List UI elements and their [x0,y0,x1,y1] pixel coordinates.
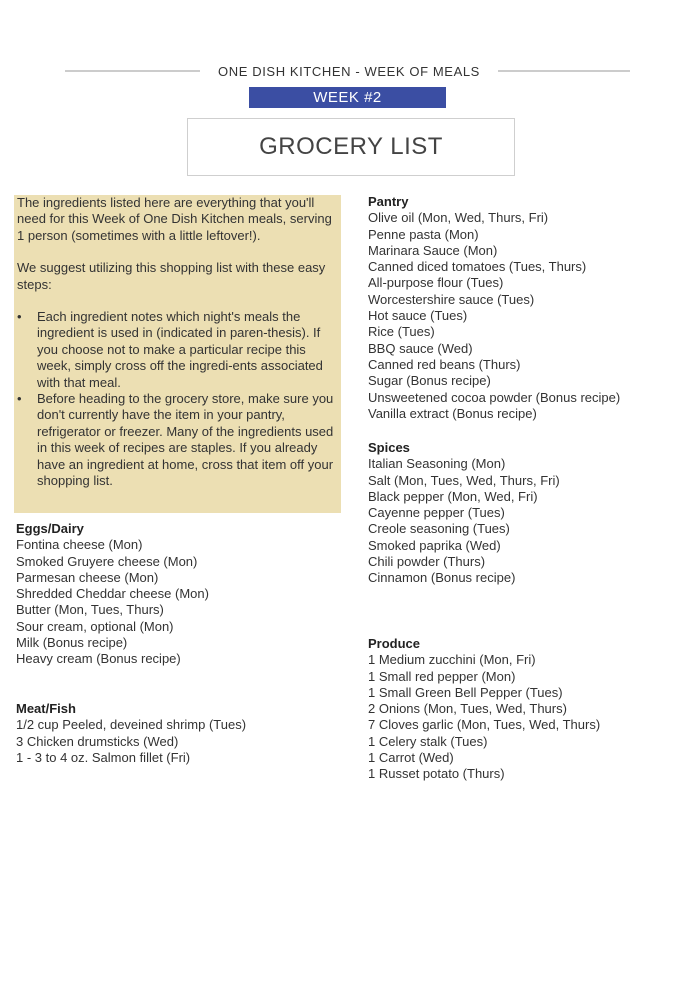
list-item: All-purpose flour (Tues) [368,275,504,291]
list-item: 1 Russet potato (Thurs) [368,766,505,782]
list-item: Vanilla extract (Bonus recipe) [368,405,537,421]
brand-title: ONE DISH KITCHEN - WEEK OF MEALS [218,64,480,79]
list-item: Unsweetened cocoa powder (Bonus recipe) [368,389,621,405]
list-item: BBQ sauce (Wed) [368,340,473,356]
intro-steps [17,309,335,489]
list-item: Parmesan cheese (Mon) [16,569,159,585]
spices-section [368,440,560,587]
section-heading: Meat/Fish [16,701,76,716]
eggs-dairy-section [16,521,209,668]
list-item: Penne pasta (Mon) [368,226,479,242]
intro-step: • Each ingredient notes which night's meals the ingredient is used in (indicated in paren-thesis). If you choose not to make a particular recipe this week, simply cross off the ingredi-ents associated with that meal. [17,309,335,391]
list-item: Smoked paprika (Wed) [368,537,501,553]
intro-paragraph: The ingredients listed here are everything that you'll need for this Week of One Dish Kitchen meals, serving 1 person (sometimes with a little leftover!). [17,195,332,243]
list-item: Canned red beans (Thurs) [368,356,521,372]
list-item: 7 Cloves garlic (Mon, Tues, Wed, Thurs) [368,717,601,733]
intro-note [14,195,341,513]
list-item: 1 - 3 to 4 oz. Salmon fillet (Fri) [16,749,191,765]
list-item: Chili powder (Thurs) [368,554,486,570]
list-item: 1 Medium zucchini (Mon, Fri) [368,652,536,668]
list-item: Butter (Mon, Tues, Thurs) [16,602,164,618]
list-item: Heavy cream (Bonus recipe) [16,651,181,667]
week-badge: WEEK #2 [249,87,446,108]
list-item: Cayenne pepper (Tues) [368,505,505,521]
list-item: Creole seasoning (Tues) [368,521,510,537]
list-item: 1 Carrot (Wed) [368,750,454,766]
page-title-box [187,118,515,176]
list-item: Salt (Mon, Tues, Wed, Thurs, Fri) [368,472,560,488]
list-item: Rice (Tues) [368,324,435,340]
list-item: Cinnamon (Bonus recipe) [368,570,516,586]
list-item: 3 Chicken drumsticks (Wed) [16,733,179,749]
list-item: Olive oil (Mon, Wed, Thurs, Fri) [368,210,549,226]
section-heading: Eggs/Dairy [16,521,84,536]
produce-section [368,636,600,783]
list-item: Fontina cheese (Mon) [16,537,143,553]
list-item: 1 Celery stalk (Tues) [368,733,488,749]
list-item: 1 Small red pepper (Mon) [368,668,516,684]
list-item: Sugar (Bonus recipe) [368,373,491,389]
intro-step: • Before heading to the grocery store, make sure you don't currently have the item in your pantry, refrigerator or freezer. Many of the ingredients used in this week of recipes are staples. If you already have an ingredient at home, cross that item off your shopping list. [17,391,335,489]
list-item: Italian Seasoning (Mon) [368,456,506,472]
list-item: Canned diced tomatoes (Tues, Thurs) [368,259,587,275]
section-heading: Pantry [368,194,409,209]
page-title: GROCERY LIST [259,133,443,160]
header-rule-left [65,70,200,72]
pantry-section [368,194,620,422]
meat-fish-section [16,701,246,766]
header-rule-right [498,70,630,72]
list-item: Worcestershire sauce (Tues) [368,291,535,307]
list-item: 1 Small Green Bell Pepper (Tues) [368,684,563,700]
list-item: Milk (Bonus recipe) [16,635,128,651]
list-item: 1/2 cup Peeled, deveined shrimp (Tues) [16,717,247,733]
list-item: 2 Onions (Mon, Tues, Wed, Thurs) [368,701,567,717]
list-item: Black pepper (Mon, Wed, Fri) [368,488,538,504]
list-item: Marinara Sauce (Mon) [368,242,498,258]
list-item: Smoked Gruyere cheese (Mon) [16,553,198,569]
list-item: Sour cream, optional (Mon) [16,618,174,634]
list-item: Shredded Cheddar cheese (Mon) [16,586,209,602]
section-heading: Spices [368,440,410,455]
section-heading: Produce [368,636,421,651]
intro-paragraph: We suggest utilizing this shopping list with these easy steps: [17,260,326,292]
list-item: Hot sauce (Tues) [368,308,468,324]
